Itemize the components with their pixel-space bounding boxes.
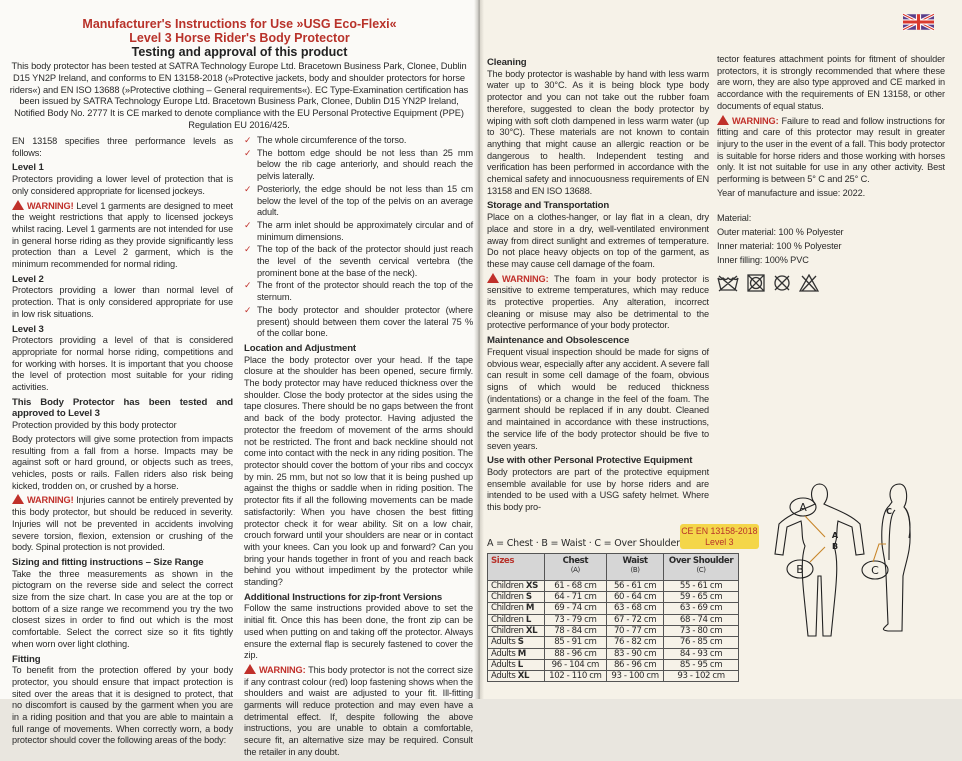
checklist-item <box>244 305 473 340</box>
chest-cell: 96 - 104 cm <box>544 659 606 670</box>
warning-paragraph <box>487 273 709 333</box>
size-chart-caption-bar <box>487 524 758 549</box>
size-group: Adults <box>491 671 518 682</box>
paragraph: Place on a clothes-hanger, or lay flat in a clean, dry place and store in a dry, well-ventilated environment away from direct sunlight and extremes of temperature. Do not place heavy objects on top of the garment, as these may cause cell damage of the foam. <box>487 212 709 269</box>
paragraph: Inner material: 100 % Polyester <box>717 240 842 251</box>
header-label: Waist <box>622 555 648 566</box>
warning-text: Failure to read and follow instructions for fitting and care of this protector may result in greater injury to the user in the event of a fall. This body protector is suitable for horse riders and those working with horses only. It ist not suitable for use in any other activity. Best performing is between 5° C and 25° C. <box>717 115 945 185</box>
page-fold <box>474 0 484 699</box>
check-icon: ✓ <box>244 219 252 230</box>
warning-paragraph <box>244 664 473 759</box>
section-heading: Storage and Transportation <box>487 200 610 212</box>
check-icon: ✓ <box>244 304 252 315</box>
paragraph: Protectors providing a lower than normal level of protection. That is only considered appropriate for use in low risk situations. <box>12 285 233 319</box>
left-column-1 <box>12 136 233 749</box>
shoulder-cell: 73 - 80 cm <box>664 625 739 636</box>
waist-cell: 67 - 72 cm <box>607 614 664 625</box>
size-cell <box>488 637 545 648</box>
chest-cell: 69 - 74 cm <box>544 603 606 614</box>
label-a: A <box>799 501 807 514</box>
right-column-1-wrapper <box>487 54 758 682</box>
header-label: Chest <box>562 555 589 566</box>
size-cell <box>488 648 545 659</box>
ce-level-badge <box>680 524 759 549</box>
section-heading: Level 3 <box>12 323 44 335</box>
size-group: Adults <box>491 648 518 659</box>
chest-cell: 85 - 91 cm <box>544 637 606 648</box>
header-sub: (A) <box>570 565 580 574</box>
checklist-text: The bottom edge should be not less than 25 mm below the rib cage anteriorly, and should reach the pelvis laterally. <box>257 147 473 182</box>
measurement-pictogram <box>755 482 960 642</box>
size-cell <box>488 659 545 670</box>
table-row <box>488 648 739 659</box>
section-heading: Sizing and fitting instructions – Size Range <box>12 556 204 568</box>
size-code: L <box>525 614 531 625</box>
size-chart-table <box>487 553 739 683</box>
right-column-1 <box>487 54 709 516</box>
waist-cell: 83 - 90 cm <box>607 648 664 659</box>
paragraph: Frequent visual inspection should be made for signs of obvious wear, especially after any accident. A severe fall can result in some cell damage of the foam, obvious signs of which would be reduced thickness (indentations) or a change in the feel of the foam. The garment should be replaced if in any doubt. Cleaned and maintained in accordance with these instructions, the service life of the body protector should be five to seven years. <box>487 346 709 451</box>
size-cell <box>488 592 545 603</box>
size-code: XL <box>525 626 538 637</box>
size-group: Children <box>491 626 526 637</box>
paragraph: Outer material: 100 % Polyester <box>717 227 844 238</box>
warning-text: This body protector is not the correct size if any contrast colour (red) loop fastening shows when the shoulders and waist are adjusted to your fit. Ill-fitting garments will reduce protection and may even have a detrimental effect. If, despite following the above instructions, you are unable to obtain a comfortable, secure fit, an alternative size may be required. Consult the retailer in any doubt. <box>244 664 473 757</box>
section-heading: Cleaning <box>487 57 527 68</box>
column-header <box>664 553 739 580</box>
checklist-text: The body protector and shoulder protector (where present) should between them cover the lateral 75 % of the collar bone. <box>257 304 473 339</box>
warning-triangle-icon <box>244 664 256 674</box>
warning-text: The foam in your body protector is sensitive to extreme temperatures, which may reduce its protective properties. Any alteration, incorrect cleaning or misuse may also be detrimental to the protective performance of your body protector. <box>487 273 709 331</box>
header-sub: (C) <box>696 565 706 574</box>
waist-cell: 70 - 77 cm <box>607 625 664 636</box>
checklist-text: The front of the protector should reach the top of the sternum. <box>257 280 473 303</box>
checklist-item <box>244 148 473 183</box>
paragraph: Inner filling: 100% PVC <box>717 254 809 265</box>
paragraph: EN 13158 specifies three performance levels as follows: <box>12 136 233 158</box>
paragraph: The body protector is washable by hand with less warm water up to 30°C. As it is being block type body protector and you can not take out the rubber foam therefore, suggested to clean the body protector by wiping with soft cloth dampened in less warm water (up to 30°C). These materials are not known to contain anything that might cause an allergic reaction or be dangerous to health. Independent testing and verification has been performed in accordance with the chemical safety and innocuousness requirements of EN 13158 and EN ISO 13688. <box>487 68 709 196</box>
table-row <box>488 637 739 648</box>
shoulder-cell: 59 - 65 cm <box>664 592 739 603</box>
section-heading: Additional Instructions for zip-front Versions <box>244 591 443 603</box>
size-code: S <box>517 637 524 648</box>
size-cell <box>488 603 545 614</box>
paragraph: Take the three measurements as shown in the pictogram on the reverse side and select the correct size from the size chart. In case you are at the top or bottom of a size range we recommend you try the two closest sizes in order to find out which is the most comfortable. Select the correct size so it fits tightly when worn over light clothing. <box>12 568 233 649</box>
waist-cell: 63 - 68 cm <box>607 603 664 614</box>
section-heading: Maintenance and Obsolescence <box>487 335 630 347</box>
label-a-small: A <box>831 531 839 540</box>
paragraph: Protectors providing a level of that is considered appropriate for normal horse riding, competitions and for working with horses. It is important that you choose the level of protection most suitable for your riding activities. <box>12 335 233 393</box>
section-title: Testing and approval of this product <box>131 45 348 59</box>
check-icon: ✓ <box>244 183 252 194</box>
header-label: Sizes <box>491 555 515 566</box>
shoulder-cell: 85 - 95 cm <box>664 659 739 670</box>
shoulder-cell: 84 - 93 cm <box>664 648 739 659</box>
checklist-text: The arm inlet should be approximately circular and of minimum dimensions. <box>257 219 473 242</box>
shoulder-cell: 76 - 85 cm <box>664 637 739 648</box>
chest-cell: 64 - 71 cm <box>544 592 606 603</box>
size-cell <box>488 580 545 591</box>
title-line-2: Level 3 Horse Rider's Body Protector <box>129 31 350 45</box>
do-not-tumble-dry-icon <box>747 274 765 292</box>
size-group: Children <box>491 580 526 591</box>
size-code: XS <box>525 580 538 591</box>
table-row <box>488 625 739 636</box>
shoulder-cell: 68 - 74 cm <box>664 614 739 625</box>
warning-label: WARNING: <box>732 115 779 126</box>
checklist-item <box>244 244 473 279</box>
size-group: Adults <box>491 637 518 648</box>
right-column-2 <box>717 54 945 292</box>
paragraph: Year of manufacture and issue: 2022. <box>717 187 866 198</box>
paragraph: tector features attachment points for fitment of shoulder protectors, it is strongly recommended that where these are worn, they are also type approved and CE marked in accordance with the requirements of EN 13158, or other documents of equal status. <box>717 54 945 111</box>
paragraph: Body protectors will give some protection from impacts resulting from a fall from a horse. Impacts may be against soft or hard ground, or objects such as trees, vehicles, posts or rails. Fallen riders also risk being kicked, trodden on, or crushed by a horse. <box>12 433 233 491</box>
chest-cell: 102 - 110 cm <box>544 671 606 682</box>
paragraph: To benefit from the protection offered by your body protector, you should ensure that impact protection is sited over the areas that it is designed to protect, that no discomfort is caused by the garment when you are in a riding position and that you are able to maintain a full range of movements. When correctly worn, a body protector should cover the following areas of the body: <box>12 665 233 746</box>
size-cell <box>488 625 545 636</box>
check-icon: ✓ <box>244 280 252 291</box>
section-heading: Fitting <box>12 653 41 665</box>
checklist-item <box>244 220 473 243</box>
chest-cell: 61 - 68 cm <box>544 580 606 591</box>
care-symbols <box>717 274 945 292</box>
header-sub: (B) <box>630 565 640 574</box>
column-header <box>544 553 606 580</box>
waist-cell: 76 - 82 cm <box>607 637 664 648</box>
checklist-item <box>244 184 473 219</box>
size-group: Adults <box>491 659 518 670</box>
size-code: L <box>517 659 523 670</box>
paragraph: Place the body protector over your head. If the tape closure at the shoulder has been opened, secure firmly. The body protector may have reduced thickness over the shoulder. Close the body protector at the sides using the tape closures. There should be no gaps between the front and back of the body protector. Having adjusted the protector the freedom of movement of the arms should not be restricted. The front and back neckline should not come into contact with the neck in any riding position. The protector should cover the bottom of your ribs and coccyx by min. 25 mm, but not so low that it is being pushed up against the thighs or saddle when in riding position. The protector fits if all the following movements can be made satisfactorily: When you have chosen the best fitting protector check it for wear ability. Sit on a low chair, crouch forward until your shoulders are near or in contact with your knees. Can you look up and forward? Can you bring your hands together in front of you and reach back behind you without impediment by the protector while standing? <box>244 354 473 588</box>
warning-text: Injuries cannot be entirely prevented by this body protector, but should be reduced in severity. Injuries will not be prevented in accidents involving severe torsion, flexion, extension or crushing of the body. Spinal protection is not provided. <box>12 495 233 553</box>
intro-paragraph: This body protector has been tested at SATRA Technology Europe Ltd. Bracetown Business Park, Clonee, Dublin D15 YN2P Ireland, and conforms to EN 13158-2018 (»Protective jackets, body and shoulder protectors for horse riders«) and EN ISO 13688 (»Protective clothing – General requirements«). EC Type-Examination certification has been issued by SATRA Technology Europe Ltd. Bracetown Business Park, Clonee, Dublin D15 YN2P Ireland, Notified Body No. 2777 It is CE marked to denote compliance with the EU Personal Protective Equipment (PPE) Regulation EU 2016/425. <box>9 61 469 130</box>
section-heading: Level 1 <box>12 162 44 174</box>
do-not-bleach-icon <box>799 274 819 292</box>
warning-triangle-icon <box>12 200 24 210</box>
section-heading: Location and Adjustment <box>244 342 357 354</box>
size-cell <box>488 671 545 682</box>
warning-triangle-icon <box>12 494 24 504</box>
paragraph: Protectors providing a lower level of protection that is only considered appropriate for licensed jockeys. <box>12 174 233 196</box>
warning-label: WARNING! <box>27 495 74 506</box>
section-heading: This Body Protector has been tested and approved to Level 3 <box>12 396 233 420</box>
chest-cell: 78 - 84 cm <box>544 625 606 636</box>
label-b: B <box>796 563 804 576</box>
title-line-1: Manufacturer's Instructions for Use »USG Eco-Flexi« <box>82 17 397 31</box>
table-row <box>488 580 739 591</box>
chest-cell: 73 - 79 cm <box>544 614 606 625</box>
size-code: M <box>525 603 535 614</box>
paragraph: Follow the same instructions provided above to set the initial fit. Once this has been done, the front zip can be used when putting on and taking off the protector. Always ensure the external flap is securely fastened to cover the zip. <box>244 603 473 661</box>
size-group: Children <box>491 603 526 614</box>
waist-cell: 56 - 61 cm <box>607 580 664 591</box>
chest-cell: 88 - 96 cm <box>544 648 606 659</box>
check-icon: ✓ <box>244 135 252 145</box>
table-row <box>488 671 739 682</box>
badge-standard: CE EN 13158-2018 <box>681 525 758 536</box>
section-heading: Use with other Personal Protective Equipment <box>487 455 693 467</box>
warning-text: Level 1 garments are designed to meet the weight restrictions that apply to licensed jockeys whilst racing. Level 1 garments are not intended for use in general horse riding as they provide significantly less protection than a Level 2 garment, which is the minimum recommended for normal riding. <box>12 200 233 270</box>
size-cell <box>488 614 545 625</box>
checklist-text: The top of the back of the protector should just reach the level of the seventh cervical vertebra (the prominent bone at the base of the neck). <box>257 244 473 278</box>
table-row <box>488 603 739 614</box>
table-row <box>488 614 739 625</box>
shoulder-cell: 55 - 61 cm <box>664 580 739 591</box>
waist-cell: 60 - 64 cm <box>607 592 664 603</box>
size-chart-caption: A = Chest · B = Waist · C = Over Shoulder <box>487 537 680 549</box>
shoulder-cell: 63 - 69 cm <box>664 603 739 614</box>
uk-flag-icon <box>903 12 934 32</box>
checklist-text: The whole circumference of the torso. <box>257 135 407 145</box>
size-group: Children <box>491 614 526 625</box>
paragraph: Material: <box>717 213 752 224</box>
warning-paragraph <box>12 200 233 271</box>
warning-label: WARNING: <box>259 664 306 675</box>
table-row <box>488 592 739 603</box>
size-code: M <box>517 648 526 659</box>
checklist-item <box>244 280 473 303</box>
size-code: XL <box>517 671 530 682</box>
waist-cell: 93 - 100 cm <box>607 671 664 682</box>
warning-triangle-icon <box>487 273 499 283</box>
do-not-dry-clean-icon <box>773 274 791 292</box>
checklist-text: Posteriorly, the edge should be not less than 15 cm below the level of the top of the pelvis on an average adult. <box>257 183 473 218</box>
waist-cell: 86 - 96 cm <box>607 659 664 670</box>
badge-level: Level 3 <box>705 536 734 547</box>
label-c-small: C <box>886 507 892 516</box>
column-header <box>607 553 664 580</box>
check-icon: ✓ <box>244 147 252 158</box>
warning-paragraph <box>717 115 945 186</box>
warning-paragraph <box>12 494 233 554</box>
spacer <box>717 201 945 213</box>
left-column-2 <box>244 135 473 761</box>
shoulder-cell: 93 - 102 cm <box>664 671 739 682</box>
paragraph: Body protectors are part of the protective equipment ensemble available for use by horse riders and are intended to be used with a USG safety helmet. Where this body pro- <box>487 466 709 513</box>
warning-label: WARNING: <box>502 273 549 284</box>
size-code: S <box>525 592 532 603</box>
section-heading: Level 2 <box>12 273 44 285</box>
warning-label: WARNING! <box>27 200 74 211</box>
label-b-small: B <box>831 542 839 551</box>
size-group: Children <box>491 592 526 603</box>
table-row <box>488 659 739 670</box>
check-icon: ✓ <box>244 244 252 255</box>
checklist-item <box>244 135 473 147</box>
header-label: Over Shoulder <box>668 555 734 566</box>
label-c: C <box>871 564 879 577</box>
left-page <box>0 0 479 757</box>
paragraph: Protection provided by this body protector <box>12 420 177 431</box>
column-header <box>488 553 545 580</box>
